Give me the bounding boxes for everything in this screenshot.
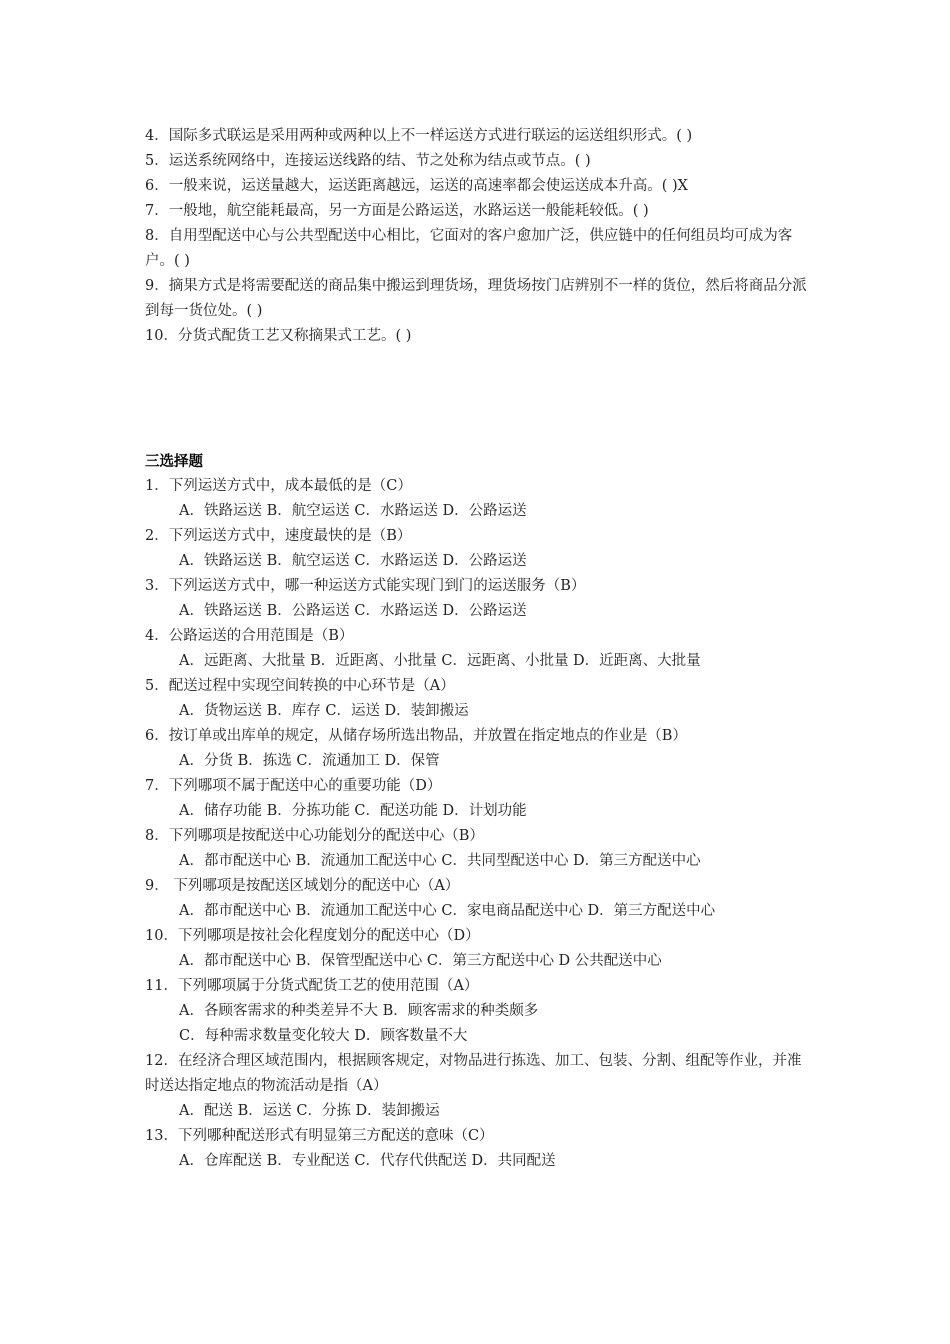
- multiple-choice-list: [145, 474, 810, 1174]
- mc-question-9: 9． 下列哪项是按配送区域划分的配送中心（A）: [145, 878, 460, 894]
- mc-question-2: 2．下列运送方式中，速度最快的是（B）: [145, 528, 412, 544]
- mc-question-8: 8．下列哪项是按配送中心功能划分的配送中心（B）: [145, 828, 484, 844]
- mc-question-4: 4．公路运送的合用范围是（B）: [145, 628, 354, 644]
- mc-question-6: 6．按订单或出库单的规定，从储存场所选出物品，并放置在指定地点的作业是（B）: [145, 728, 687, 744]
- document-body: [145, 124, 810, 1174]
- mc-options-4: A．远距离、大批量 B．近距离、小批量 C．远距离、小批量 D．近距离、大批量: [179, 653, 701, 669]
- tf-question-4: 4．国际多式联运是采用两种或两种以上不一样运送方式进行联运的运送组织形式。( ): [145, 128, 693, 144]
- mc-options-11b: C．每种需求数量变化较大 D．顾客数量不大: [179, 1028, 468, 1044]
- mc-options-13: A．仓库配送 B．专业配送 C．代存代供配送 D．共同配送: [179, 1153, 556, 1169]
- mc-options-10: A．都市配送中心 B．保管型配送中心 C．第三方配送中心 D 公共配送中心: [179, 953, 662, 969]
- tf-question-8: 8．自用型配送中心与公共型配送中心相比，它面对的客户愈加广泛，供应链中的任何组员均可成为客户。( ): [145, 228, 793, 269]
- mc-question-5: 5．配送过程中实现空间转换的中心环节是（A）: [145, 678, 455, 694]
- mc-options-1: A．铁路运送 B．航空运送 C．水路运送 D．公路运送: [179, 503, 527, 519]
- mc-question-10: 10．下列哪项是按社会化程度划分的配送中心（D）: [145, 928, 480, 944]
- mc-options-8: A．都市配送中心 B．流通加工配送中心 C．共同型配送中心 D．第三方配送中心: [179, 853, 701, 869]
- mc-options-3: A．铁路运送 B．公路运送 C．水路运送 D．公路运送: [179, 603, 527, 619]
- mc-options-12: A．配送 B．运送 C．分拣 D．装卸搬运: [179, 1103, 440, 1119]
- section-spacer: [145, 349, 810, 449]
- mc-question-1: 1．下列运送方式中，成本最低的是（C）: [145, 478, 412, 494]
- tf-question-7: 7．一般地，航空能耗最高，另一方面是公路运送，水路运送一般能耗较低。( ): [145, 203, 649, 219]
- mc-options-2: A．铁路运送 B．航空运送 C．水路运送 D．公路运送: [179, 553, 527, 569]
- tf-question-9: 9．摘果方式是将需要配送的商品集中搬运到理货场，理货场按门店辨别不一样的货位，然后将商品分派到每一货位处。( ): [145, 278, 807, 319]
- section-title: 三选择题: [145, 453, 203, 470]
- mc-options-6: A．分货 B．拣选 C．流通加工 D．保管: [179, 753, 440, 769]
- mc-options-9: A．都市配送中心 B．流通加工配送中心 C．家电商品配送中心 D．第三方配送中心: [179, 903, 716, 919]
- mc-options-5: A．货物运送 B．库存 C．运送 D．装卸搬运: [179, 703, 469, 719]
- tf-question-5: 5．运送系统网络中，连接运送线路的结、节之处称为结点或节点。( ): [145, 153, 591, 169]
- mc-options-11a: A．各顾客需求的种类差异不大 B．顾客需求的种类颇多: [179, 1003, 539, 1019]
- tf-question-10: 10．分货式配货工艺又称摘果式工艺。( ): [145, 328, 412, 344]
- mc-question-13: 13．下列哪种配送形式有明显第三方配送的意味（C）: [145, 1128, 494, 1144]
- mc-question-7: 7．下列哪项不属于配送中心的重要功能（D）: [145, 778, 442, 794]
- mc-question-3: 3．下列运送方式中，哪一种运送方式能实现门到门的运送服务（B）: [145, 578, 586, 594]
- mc-question-11: 11．下列哪项属于分货式配货工艺的使用范围（A）: [145, 978, 479, 994]
- tf-question-6: 6．一般来说，运送量越大，运送距离越远，运送的高速率都会使运送成本升高。( )X: [145, 178, 688, 194]
- mc-options-7: A．储存功能 B．分拣功能 C．配送功能 D．计划功能: [179, 803, 527, 819]
- true-false-list: [145, 124, 810, 349]
- mc-question-12: 12．在经济合理区域范围内，根据顾客规定，对物品进行拣选、加工、包装、分割、组配等作业，并准时送达指定地点的物流活动是指（A）: [145, 1053, 802, 1094]
